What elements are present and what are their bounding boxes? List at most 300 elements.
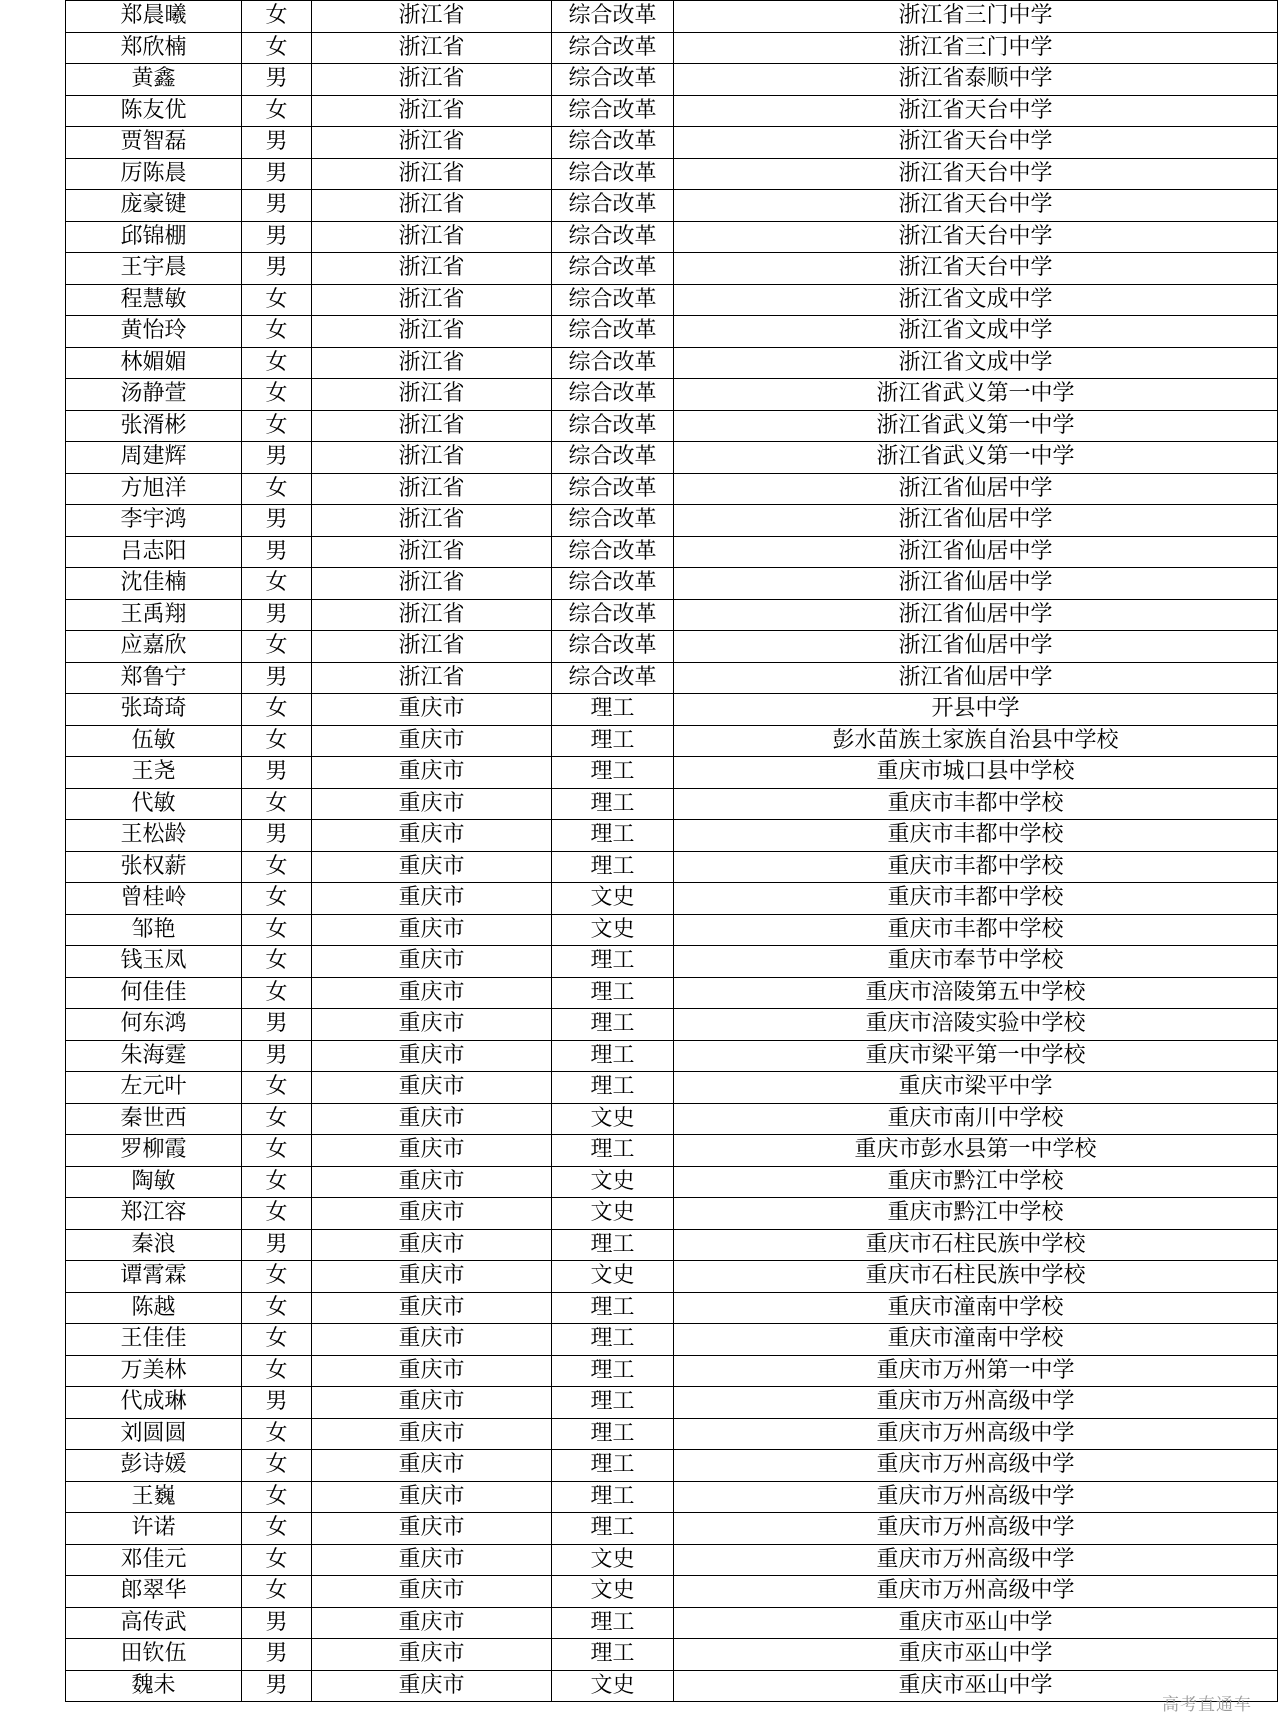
track-cell: 文史 <box>552 1103 674 1135</box>
name-cell: 厉陈晨 <box>66 158 242 190</box>
school-cell: 重庆市潼南中学校 <box>674 1324 1278 1356</box>
table-row <box>66 1387 1278 1419</box>
school-cell: 重庆市石柱民族中学校 <box>674 1229 1278 1261</box>
table-row <box>66 631 1278 663</box>
gender-cell: 女 <box>242 788 312 820</box>
gender-cell: 男 <box>242 1607 312 1639</box>
region-cell: 浙江省 <box>312 662 552 694</box>
name-cell: 代成琳 <box>66 1387 242 1419</box>
region-cell: 浙江省 <box>312 347 552 379</box>
gender-cell: 男 <box>242 1639 312 1671</box>
school-cell: 浙江省天台中学 <box>674 253 1278 285</box>
name-cell: 沈佳楠 <box>66 568 242 600</box>
name-cell: 黄鑫 <box>66 64 242 96</box>
region-cell: 重庆市 <box>312 1639 552 1671</box>
track-cell: 综合改革 <box>552 127 674 159</box>
track-cell: 理工 <box>552 1009 674 1041</box>
gender-cell: 女 <box>242 32 312 64</box>
school-cell: 浙江省三门中学 <box>674 32 1278 64</box>
track-cell: 理工 <box>552 725 674 757</box>
school-cell: 开县中学 <box>674 694 1278 726</box>
gender-cell: 男 <box>242 1009 312 1041</box>
track-cell: 文史 <box>552 1576 674 1608</box>
region-cell: 重庆市 <box>312 1418 552 1450</box>
name-cell: 何佳佳 <box>66 977 242 1009</box>
track-cell: 综合改革 <box>552 442 674 474</box>
track-cell: 综合改革 <box>552 64 674 96</box>
gender-cell: 女 <box>242 347 312 379</box>
table-row <box>66 536 1278 568</box>
school-cell: 浙江省仙居中学 <box>674 505 1278 537</box>
gender-cell: 女 <box>242 1103 312 1135</box>
name-cell: 谭霄霖 <box>66 1261 242 1293</box>
region-cell: 重庆市 <box>312 914 552 946</box>
table-row <box>66 442 1278 474</box>
track-cell: 理工 <box>552 1387 674 1419</box>
region-cell: 重庆市 <box>312 1324 552 1356</box>
name-cell: 彭诗媛 <box>66 1450 242 1482</box>
gender-cell: 女 <box>242 1576 312 1608</box>
track-cell: 理工 <box>552 694 674 726</box>
table-row <box>66 1261 1278 1293</box>
track-cell: 理工 <box>552 1639 674 1671</box>
gender-cell: 女 <box>242 1418 312 1450</box>
school-cell: 重庆市彭水县第一中学校 <box>674 1135 1278 1167</box>
school-cell: 浙江省天台中学 <box>674 127 1278 159</box>
table-row <box>66 1450 1278 1482</box>
table-row <box>66 1639 1278 1671</box>
name-cell: 郑江容 <box>66 1198 242 1230</box>
school-cell: 重庆市万州高级中学 <box>674 1513 1278 1545</box>
region-cell: 浙江省 <box>312 253 552 285</box>
region-cell: 浙江省 <box>312 64 552 96</box>
track-cell: 理工 <box>552 788 674 820</box>
table-row <box>66 190 1278 222</box>
name-cell: 郎翠华 <box>66 1576 242 1608</box>
school-cell: 浙江省文成中学 <box>674 347 1278 379</box>
track-cell: 理工 <box>552 1481 674 1513</box>
school-cell: 重庆市万州高级中学 <box>674 1450 1278 1482</box>
gender-cell: 女 <box>242 379 312 411</box>
region-cell: 重庆市 <box>312 946 552 978</box>
school-cell: 浙江省武义第一中学 <box>674 410 1278 442</box>
name-cell: 许诺 <box>66 1513 242 1545</box>
table-row <box>66 410 1278 442</box>
gender-cell: 男 <box>242 662 312 694</box>
table-row <box>66 1418 1278 1450</box>
school-cell: 重庆市丰都中学校 <box>674 820 1278 852</box>
school-cell: 浙江省仙居中学 <box>674 568 1278 600</box>
gender-cell: 男 <box>242 221 312 253</box>
watermark-text: 高考直通车 <box>1162 1695 1252 1715</box>
name-cell: 王尧 <box>66 757 242 789</box>
gender-cell: 女 <box>242 1072 312 1104</box>
school-cell: 重庆市涪陵实验中学校 <box>674 1009 1278 1041</box>
name-cell: 朱海霆 <box>66 1040 242 1072</box>
table-row <box>66 1292 1278 1324</box>
region-cell: 浙江省 <box>312 127 552 159</box>
table-row <box>66 64 1278 96</box>
table-row <box>66 158 1278 190</box>
table-row <box>66 505 1278 537</box>
region-cell: 重庆市 <box>312 1670 552 1702</box>
region-cell: 重庆市 <box>312 1387 552 1419</box>
table-row <box>66 347 1278 379</box>
table-row <box>66 1607 1278 1639</box>
school-cell: 彭水苗族土家族自治县中学校 <box>674 725 1278 757</box>
gender-cell: 女 <box>242 284 312 316</box>
gender-cell: 男 <box>242 536 312 568</box>
name-cell: 应嘉欣 <box>66 631 242 663</box>
student-roster-table <box>65 0 1278 1702</box>
name-cell: 高传武 <box>66 1607 242 1639</box>
track-cell: 综合改革 <box>552 379 674 411</box>
track-cell: 文史 <box>552 883 674 915</box>
gender-cell: 男 <box>242 64 312 96</box>
region-cell: 浙江省 <box>312 536 552 568</box>
name-cell: 代敏 <box>66 788 242 820</box>
gender-cell: 女 <box>242 946 312 978</box>
region-cell: 重庆市 <box>312 1544 552 1576</box>
gender-cell: 男 <box>242 158 312 190</box>
region-cell: 重庆市 <box>312 694 552 726</box>
school-cell: 重庆市巫山中学 <box>674 1639 1278 1671</box>
region-cell: 浙江省 <box>312 568 552 600</box>
name-cell: 方旭洋 <box>66 473 242 505</box>
school-cell: 重庆市黔江中学校 <box>674 1198 1278 1230</box>
gender-cell: 男 <box>242 1040 312 1072</box>
gender-cell: 女 <box>242 1 312 33</box>
region-cell: 重庆市 <box>312 757 552 789</box>
table-row <box>66 914 1278 946</box>
track-cell: 综合改革 <box>552 253 674 285</box>
name-cell: 庞豪键 <box>66 190 242 222</box>
track-cell: 理工 <box>552 1513 674 1545</box>
school-cell: 重庆市万州高级中学 <box>674 1418 1278 1450</box>
region-cell: 浙江省 <box>312 316 552 348</box>
table-row <box>66 1198 1278 1230</box>
track-cell: 文史 <box>552 1670 674 1702</box>
gender-cell: 女 <box>242 1544 312 1576</box>
name-cell: 王宇晨 <box>66 253 242 285</box>
table-row <box>66 694 1278 726</box>
name-cell: 田钦伍 <box>66 1639 242 1671</box>
region-cell: 重庆市 <box>312 1229 552 1261</box>
track-cell: 综合改革 <box>552 190 674 222</box>
region-cell: 重庆市 <box>312 1355 552 1387</box>
name-cell: 陶敏 <box>66 1166 242 1198</box>
track-cell: 综合改革 <box>552 473 674 505</box>
school-cell: 重庆市梁平中学 <box>674 1072 1278 1104</box>
region-cell: 浙江省 <box>312 631 552 663</box>
school-cell: 浙江省仙居中学 <box>674 536 1278 568</box>
school-cell: 重庆市丰都中学校 <box>674 883 1278 915</box>
region-cell: 浙江省 <box>312 32 552 64</box>
table-row <box>66 568 1278 600</box>
name-cell: 吕志阳 <box>66 536 242 568</box>
table-row <box>66 1324 1278 1356</box>
table-row <box>66 1135 1278 1167</box>
table-row <box>66 1670 1278 1702</box>
track-cell: 综合改革 <box>552 1 674 33</box>
gender-cell: 女 <box>242 851 312 883</box>
table-row <box>66 820 1278 852</box>
track-cell: 理工 <box>552 1355 674 1387</box>
name-cell: 秦世西 <box>66 1103 242 1135</box>
gender-cell: 女 <box>242 95 312 127</box>
track-cell: 理工 <box>552 1072 674 1104</box>
name-cell: 陈友优 <box>66 95 242 127</box>
gender-cell: 女 <box>242 568 312 600</box>
name-cell: 邱锦棚 <box>66 221 242 253</box>
track-cell: 综合改革 <box>552 631 674 663</box>
region-cell: 浙江省 <box>312 95 552 127</box>
track-cell: 综合改革 <box>552 316 674 348</box>
region-cell: 重庆市 <box>312 1072 552 1104</box>
gender-cell: 女 <box>242 977 312 1009</box>
region-cell: 重庆市 <box>312 977 552 1009</box>
track-cell: 文史 <box>552 1544 674 1576</box>
name-cell: 王巍 <box>66 1481 242 1513</box>
track-cell: 文史 <box>552 1198 674 1230</box>
table-row <box>66 253 1278 285</box>
table-row <box>66 1166 1278 1198</box>
school-cell: 浙江省天台中学 <box>674 221 1278 253</box>
gender-cell: 男 <box>242 505 312 537</box>
track-cell: 文史 <box>552 914 674 946</box>
name-cell: 王松龄 <box>66 820 242 852</box>
name-cell: 郑鲁宁 <box>66 662 242 694</box>
region-cell: 重庆市 <box>312 1450 552 1482</box>
name-cell: 刘圆圆 <box>66 1418 242 1450</box>
school-cell: 重庆市梁平第一中学校 <box>674 1040 1278 1072</box>
name-cell: 邓佳元 <box>66 1544 242 1576</box>
gender-cell: 女 <box>242 1481 312 1513</box>
name-cell: 邹艳 <box>66 914 242 946</box>
gender-cell: 女 <box>242 694 312 726</box>
table-row <box>66 599 1278 631</box>
track-cell: 理工 <box>552 851 674 883</box>
track-cell: 理工 <box>552 946 674 978</box>
table-row <box>66 316 1278 348</box>
name-cell: 左元叶 <box>66 1072 242 1104</box>
region-cell: 浙江省 <box>312 1 552 33</box>
track-cell: 综合改革 <box>552 505 674 537</box>
table-row <box>66 725 1278 757</box>
school-cell: 浙江省天台中学 <box>674 158 1278 190</box>
region-cell: 重庆市 <box>312 820 552 852</box>
roster-body <box>66 1 1278 1702</box>
school-cell: 重庆市万州第一中学 <box>674 1355 1278 1387</box>
track-cell: 综合改革 <box>552 662 674 694</box>
name-cell: 汤静萱 <box>66 379 242 411</box>
track-cell: 理工 <box>552 1607 674 1639</box>
school-cell: 浙江省仙居中学 <box>674 599 1278 631</box>
region-cell: 重庆市 <box>312 1481 552 1513</box>
school-cell: 浙江省文成中学 <box>674 284 1278 316</box>
school-cell: 重庆市万州高级中学 <box>674 1576 1278 1608</box>
school-cell: 重庆市潼南中学校 <box>674 1292 1278 1324</box>
name-cell: 周建辉 <box>66 442 242 474</box>
gender-cell: 女 <box>242 1261 312 1293</box>
school-cell: 重庆市石柱民族中学校 <box>674 1261 1278 1293</box>
track-cell: 理工 <box>552 1135 674 1167</box>
name-cell: 何东鸿 <box>66 1009 242 1041</box>
track-cell: 综合改革 <box>552 568 674 600</box>
table-row <box>66 788 1278 820</box>
track-cell: 综合改革 <box>552 347 674 379</box>
region-cell: 浙江省 <box>312 190 552 222</box>
track-cell: 理工 <box>552 1229 674 1261</box>
gender-cell: 女 <box>242 1292 312 1324</box>
school-cell: 重庆市丰都中学校 <box>674 851 1278 883</box>
table-row <box>66 977 1278 1009</box>
track-cell: 综合改革 <box>552 158 674 190</box>
track-cell: 综合改革 <box>552 410 674 442</box>
region-cell: 重庆市 <box>312 1166 552 1198</box>
gender-cell: 男 <box>242 442 312 474</box>
school-cell: 重庆市丰都中学校 <box>674 788 1278 820</box>
table-row <box>66 379 1278 411</box>
school-cell: 重庆市黔江中学校 <box>674 1166 1278 1198</box>
track-cell: 综合改革 <box>552 599 674 631</box>
table-row <box>66 127 1278 159</box>
school-cell: 浙江省三门中学 <box>674 1 1278 33</box>
name-cell: 陈越 <box>66 1292 242 1324</box>
region-cell: 重庆市 <box>312 1261 552 1293</box>
gender-cell: 女 <box>242 631 312 663</box>
region-cell: 重庆市 <box>312 1135 552 1167</box>
table-row <box>66 1009 1278 1041</box>
gender-cell: 男 <box>242 1670 312 1702</box>
gender-cell: 女 <box>242 883 312 915</box>
track-cell: 理工 <box>552 757 674 789</box>
gender-cell: 女 <box>242 1450 312 1482</box>
region-cell: 重庆市 <box>312 1040 552 1072</box>
table-row <box>66 284 1278 316</box>
table-row <box>66 757 1278 789</box>
school-cell: 重庆市万州高级中学 <box>674 1481 1278 1513</box>
gender-cell: 男 <box>242 820 312 852</box>
region-cell: 浙江省 <box>312 505 552 537</box>
region-cell: 浙江省 <box>312 284 552 316</box>
region-cell: 重庆市 <box>312 1576 552 1608</box>
region-cell: 重庆市 <box>312 1292 552 1324</box>
school-cell: 重庆市巫山中学 <box>674 1670 1278 1702</box>
school-cell: 浙江省泰顺中学 <box>674 64 1278 96</box>
region-cell: 浙江省 <box>312 599 552 631</box>
region-cell: 重庆市 <box>312 1198 552 1230</box>
name-cell: 林媚媚 <box>66 347 242 379</box>
track-cell: 理工 <box>552 1450 674 1482</box>
school-cell: 浙江省武义第一中学 <box>674 442 1278 474</box>
gender-cell: 女 <box>242 1513 312 1545</box>
table-row <box>66 95 1278 127</box>
name-cell: 王佳佳 <box>66 1324 242 1356</box>
gender-cell: 男 <box>242 127 312 159</box>
name-cell: 郑欣楠 <box>66 32 242 64</box>
table-row <box>66 221 1278 253</box>
track-cell: 理工 <box>552 820 674 852</box>
gender-cell: 女 <box>242 410 312 442</box>
name-cell: 钱玉凤 <box>66 946 242 978</box>
school-cell: 重庆市奉节中学校 <box>674 946 1278 978</box>
gender-cell: 女 <box>242 725 312 757</box>
name-cell: 张湑彬 <box>66 410 242 442</box>
track-cell: 文史 <box>552 1166 674 1198</box>
name-cell: 张权薪 <box>66 851 242 883</box>
gender-cell: 男 <box>242 1229 312 1261</box>
name-cell: 魏未 <box>66 1670 242 1702</box>
name-cell: 王禹翔 <box>66 599 242 631</box>
school-cell: 重庆市城口县中学校 <box>674 757 1278 789</box>
gender-cell: 女 <box>242 316 312 348</box>
track-cell: 综合改革 <box>552 32 674 64</box>
gender-cell: 男 <box>242 190 312 222</box>
region-cell: 重庆市 <box>312 1513 552 1545</box>
region-cell: 浙江省 <box>312 221 552 253</box>
gender-cell: 女 <box>242 1324 312 1356</box>
name-cell: 郑晨曦 <box>66 1 242 33</box>
region-cell: 重庆市 <box>312 851 552 883</box>
track-cell: 理工 <box>552 1040 674 1072</box>
region-cell: 浙江省 <box>312 473 552 505</box>
region-cell: 浙江省 <box>312 158 552 190</box>
school-cell: 浙江省文成中学 <box>674 316 1278 348</box>
school-cell: 重庆市万州高级中学 <box>674 1544 1278 1576</box>
table-row <box>66 1355 1278 1387</box>
name-cell: 张琦琦 <box>66 694 242 726</box>
track-cell: 理工 <box>552 977 674 1009</box>
name-cell: 李宇鸿 <box>66 505 242 537</box>
name-cell: 贾智磊 <box>66 127 242 159</box>
gender-cell: 女 <box>242 1355 312 1387</box>
school-cell: 重庆市丰都中学校 <box>674 914 1278 946</box>
gender-cell: 女 <box>242 473 312 505</box>
school-cell: 浙江省天台中学 <box>674 95 1278 127</box>
school-cell: 浙江省仙居中学 <box>674 473 1278 505</box>
name-cell: 程慧敏 <box>66 284 242 316</box>
school-cell: 重庆市巫山中学 <box>674 1607 1278 1639</box>
table-row <box>66 662 1278 694</box>
table-row <box>66 1040 1278 1072</box>
region-cell: 重庆市 <box>312 1009 552 1041</box>
track-cell: 综合改革 <box>552 95 674 127</box>
track-cell: 综合改革 <box>552 221 674 253</box>
track-cell: 综合改革 <box>552 284 674 316</box>
school-cell: 重庆市万州高级中学 <box>674 1387 1278 1419</box>
name-cell: 万美林 <box>66 1355 242 1387</box>
track-cell: 理工 <box>552 1292 674 1324</box>
name-cell: 秦浪 <box>66 1229 242 1261</box>
school-cell: 浙江省天台中学 <box>674 190 1278 222</box>
region-cell: 浙江省 <box>312 379 552 411</box>
name-cell: 伍敏 <box>66 725 242 757</box>
table-row <box>66 32 1278 64</box>
name-cell: 黄怡玲 <box>66 316 242 348</box>
track-cell: 理工 <box>552 1324 674 1356</box>
gender-cell: 女 <box>242 1135 312 1167</box>
track-cell: 文史 <box>552 1261 674 1293</box>
table-row <box>66 1544 1278 1576</box>
gender-cell: 男 <box>242 1387 312 1419</box>
gender-cell: 男 <box>242 599 312 631</box>
gender-cell: 女 <box>242 914 312 946</box>
gender-cell: 男 <box>242 757 312 789</box>
name-cell: 曾桂岭 <box>66 883 242 915</box>
table-row <box>66 851 1278 883</box>
region-cell: 浙江省 <box>312 442 552 474</box>
